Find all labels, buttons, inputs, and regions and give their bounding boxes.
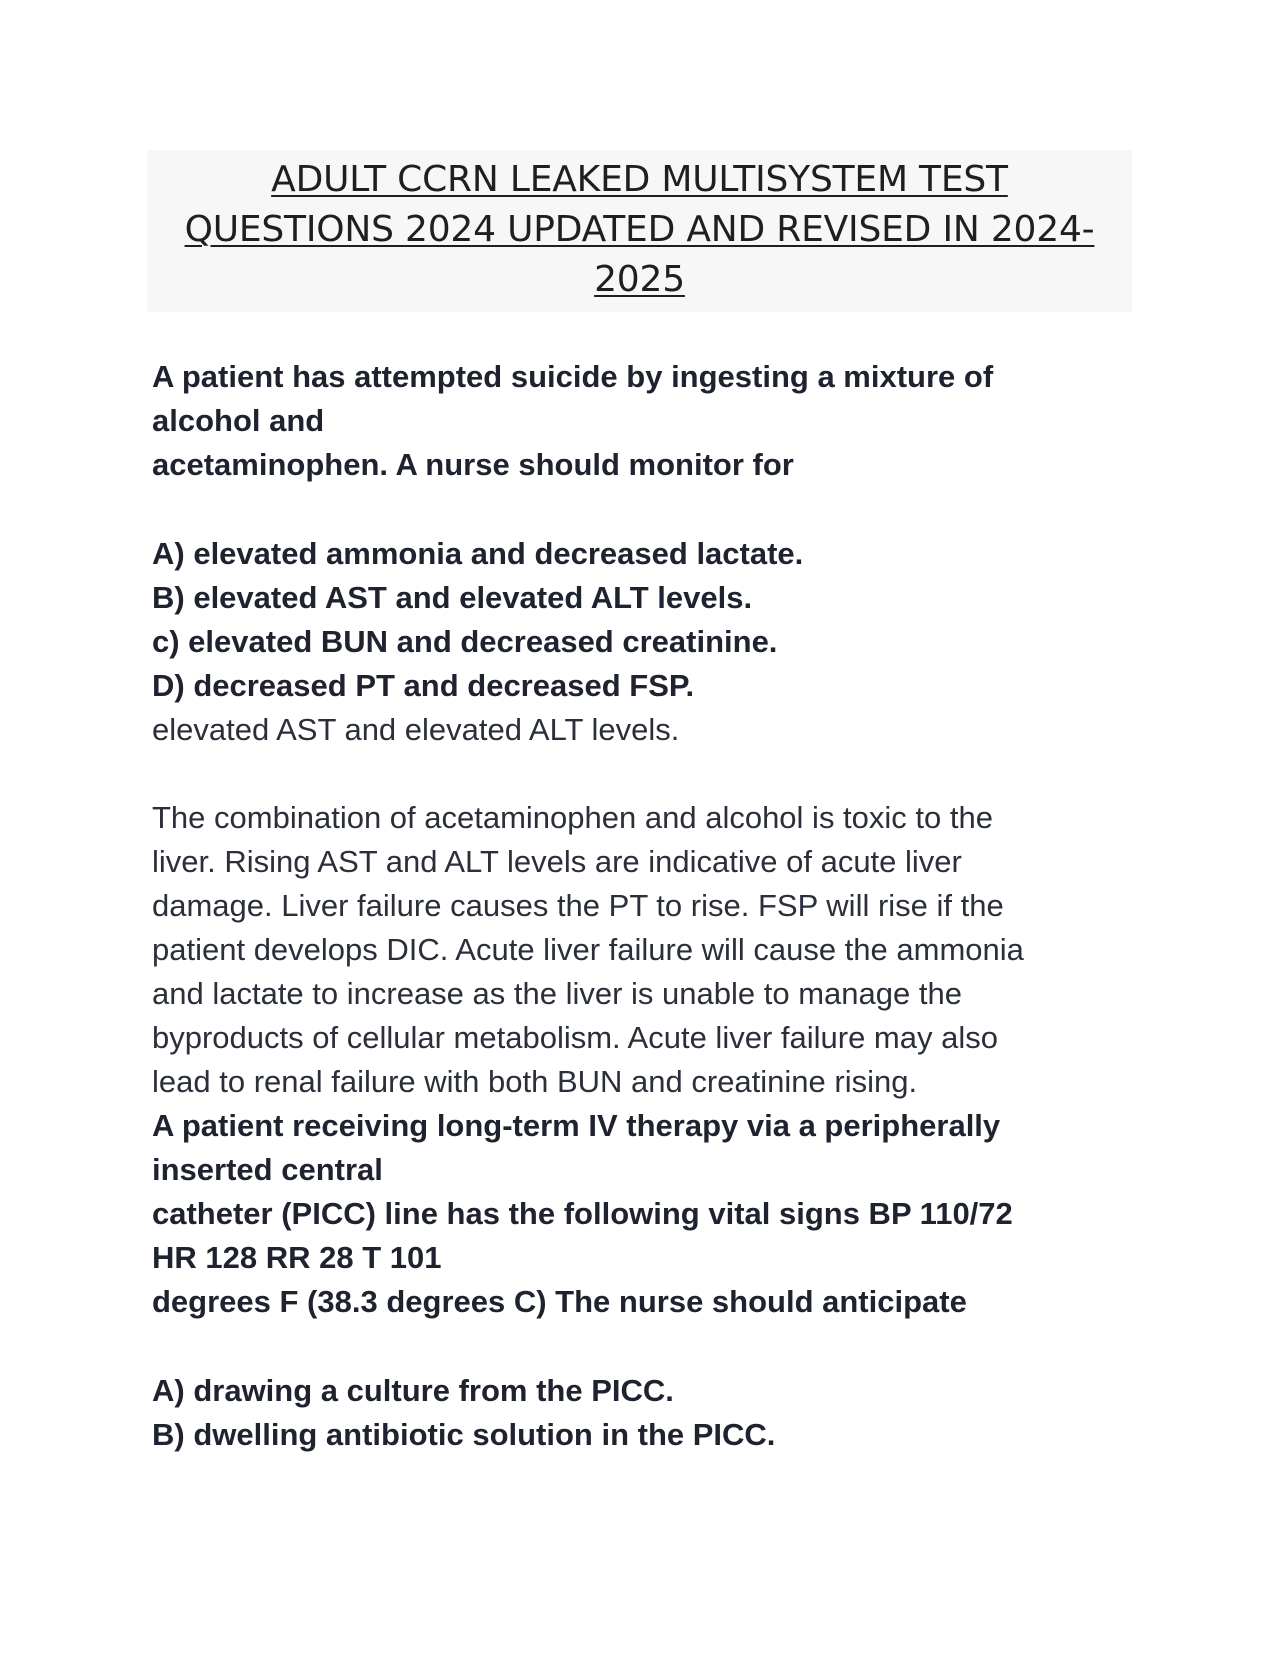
q1-rationale-line-7: lead to renal failure with both BUN and creatinine rising. [152, 1064, 918, 1099]
q1-rationale-line-4: patient develops DIC. Acute liver failure will cause the ammonia [152, 932, 1024, 967]
q1-rationale-line-3: damage. Liver failure causes the PT to rise. FSP will rise if the [152, 888, 1004, 923]
q2-option-a: A) drawing a culture from the PICC. [152, 1373, 674, 1408]
q1-rationale-line-2: liver. Rising AST and ALT levels are indicative of acute liver [152, 844, 962, 879]
q1-rationale-line-6: byproducts of cellular metabolism. Acute liver failure may also [152, 1020, 998, 1055]
q1-answer: elevated AST and elevated ALT levels. [152, 712, 680, 747]
q1-stem-line-3: acetaminophen. A nurse should monitor for [152, 447, 794, 482]
title-line-2: QUESTIONS 2024 UPDATED AND REVISED IN 2024- [184, 209, 1095, 250]
q1-option-d: D) decreased PT and decreased FSP. [152, 668, 695, 703]
q2-stem-line-3: catheter (PICC) line has the following vital signs BP 110/72 [152, 1196, 1013, 1231]
q2-stem-line-5: degrees F (38.3 degrees C) The nurse should anticipate [152, 1284, 967, 1319]
q2-stem-line-1: A patient receiving long-term IV therapy via a peripherally [152, 1108, 1001, 1143]
q2-stem-line-4: HR 128 RR 28 T 101 [152, 1240, 442, 1275]
title-line-3: 2025 [594, 259, 685, 300]
q1-stem-line-1: A patient has attempted suicide by ingesting a mixture of [152, 359, 994, 394]
q1-rationale-line-1: The combination of acetaminophen and alcohol is toxic to the [152, 800, 993, 835]
q1-option-a: A) elevated ammonia and decreased lactate. [152, 536, 804, 571]
title-line-1: ADULT CCRN LEAKED MULTISYSTEM TEST [271, 159, 1008, 200]
q1-stem-line-2: alcohol and [152, 403, 325, 438]
q1-rationale-line-5: and lactate to increase as the liver is unable to manage the [152, 976, 962, 1011]
q2-stem-line-2: inserted central [152, 1152, 383, 1187]
q1-option-c: c) elevated BUN and decreased creatinine. [152, 624, 778, 659]
q1-option-b: B) elevated AST and elevated ALT levels. [152, 580, 753, 615]
q2-option-b: B) dwelling antibiotic solution in the PICC. [152, 1417, 776, 1452]
title-box [147, 150, 1132, 312]
